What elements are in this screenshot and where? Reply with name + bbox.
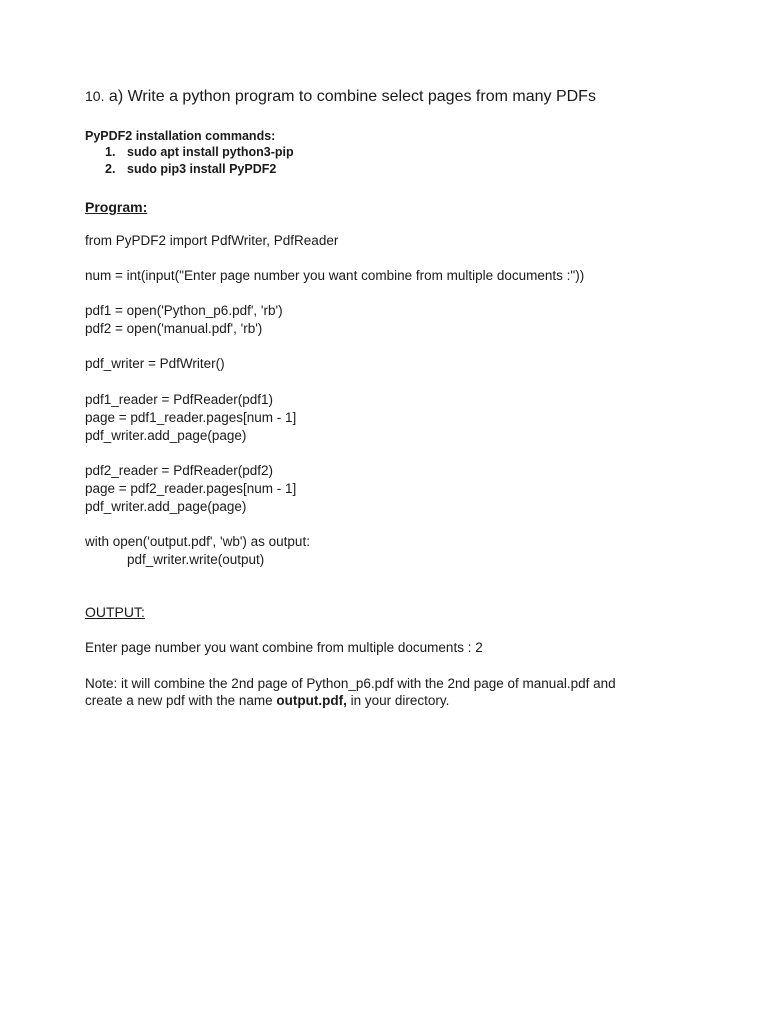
list-item-index: 2. bbox=[105, 161, 116, 176]
list-item-text: sudo apt install python3-pip bbox=[127, 145, 294, 159]
list-item-index: 1. bbox=[105, 145, 116, 159]
code-line: pdf_writer.write(output) bbox=[127, 552, 265, 567]
code-line: pdf_writer = PdfWriter() bbox=[85, 356, 225, 371]
list-item-text: sudo pip3 install PyPDF2 bbox=[127, 161, 277, 176]
document-page bbox=[85, 0, 725, 1024]
note-text: in your directory. bbox=[346, 693, 450, 708]
code-line: page = pdf2_reader.pages[num - 1] bbox=[85, 481, 297, 496]
code-line: num = int(input("Enter page number you want combine from multiple documents :")) bbox=[85, 268, 585, 283]
code-line: pdf1_reader = PdfReader(pdf1) bbox=[85, 392, 273, 407]
code-line: with open('output.pdf', 'wb') as output: bbox=[85, 534, 310, 549]
list-item bbox=[85, 144, 294, 161]
list-item bbox=[85, 161, 294, 178]
program-label: Program: bbox=[85, 199, 148, 215]
code-line: pdf_writer.add_page(page) bbox=[85, 499, 247, 514]
output-prompt-line: Enter page number you want combine from multiple documents : 2 bbox=[85, 640, 483, 655]
code-line: page = pdf1_reader.pages[num - 1] bbox=[85, 410, 297, 425]
install-command-list bbox=[85, 144, 294, 177]
install-title: PyPDF2 installation commands: bbox=[85, 129, 276, 143]
output-label: OUTPUT: bbox=[85, 604, 145, 620]
code-line: pdf1 = open('Python_p6.pdf', 'rb') bbox=[85, 303, 283, 318]
note-line: Note: it will combine the 2nd page of Python_p6.pdf with the 2nd page of manual.pdf and bbox=[85, 676, 616, 691]
code-line: pdf_writer.add_page(page) bbox=[85, 428, 247, 443]
code-line: pdf2_reader = PdfReader(pdf2) bbox=[85, 463, 273, 478]
note-text: create a new pdf with the name bbox=[85, 693, 277, 708]
code-line: pdf2 = open('manual.pdf', 'rb') bbox=[85, 321, 263, 336]
code-line: from PyPDF2 import PdfWriter, PdfReader bbox=[85, 233, 339, 248]
note-filename: output.pdf, bbox=[276, 693, 347, 708]
question-heading bbox=[85, 86, 596, 107]
note-line bbox=[85, 692, 449, 710]
question-number: 10. bbox=[85, 88, 105, 104]
question-text: a) Write a python program to combine select pages from many PDFs bbox=[108, 88, 596, 105]
